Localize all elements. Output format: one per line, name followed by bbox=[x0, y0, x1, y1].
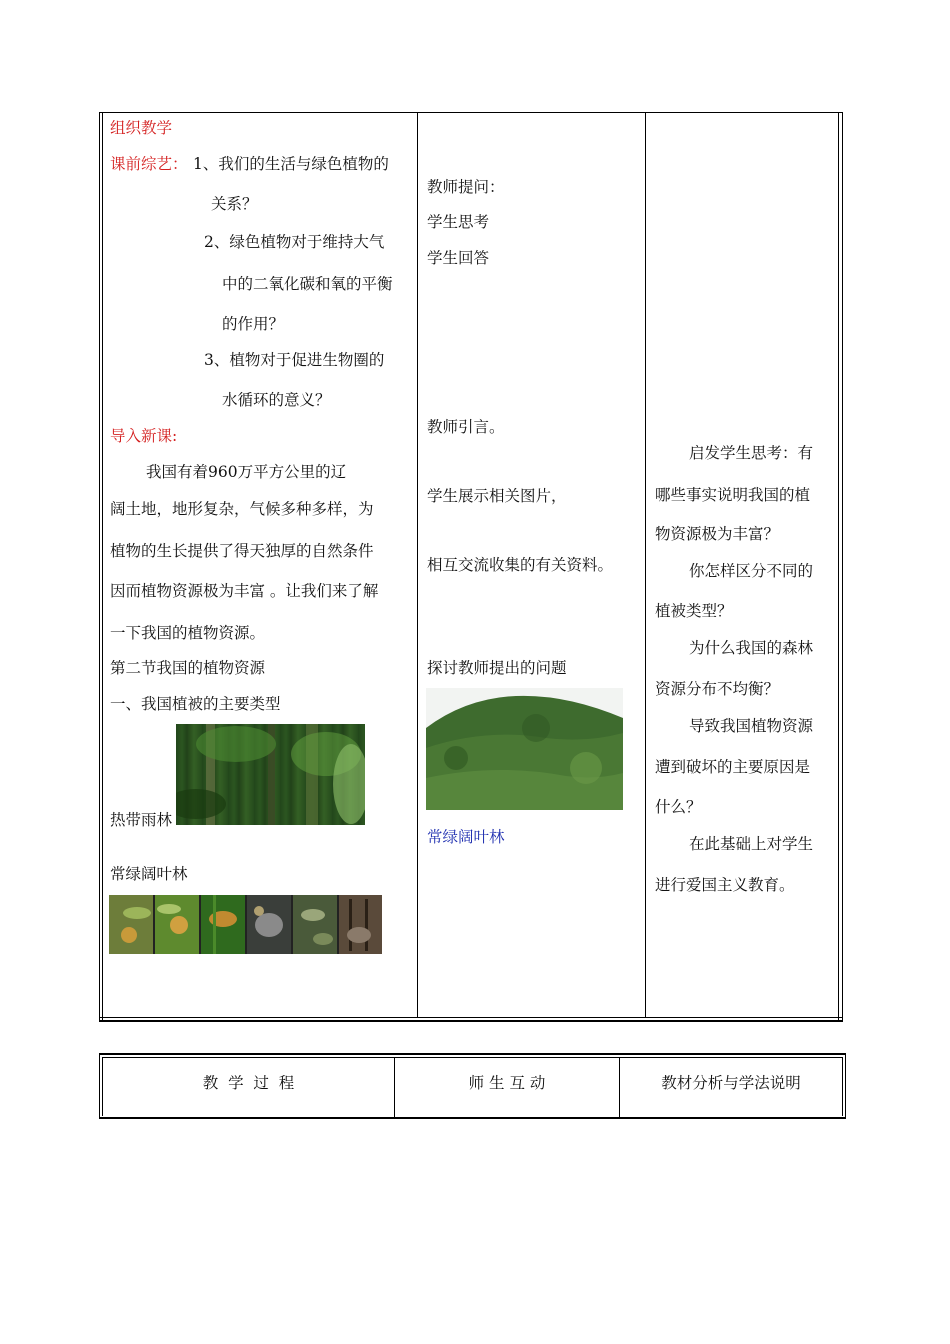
exchange-materials-label: 相互交流收集的有关资料。 bbox=[427, 556, 614, 574]
header-table-right-border-outer bbox=[845, 1053, 846, 1119]
notes-line-11: 在此基础上对学生 bbox=[689, 835, 814, 853]
header-table-right-border-inner bbox=[842, 1057, 843, 1116]
table-bottom-border-inner bbox=[100, 1017, 843, 1018]
notes-line-5: 植被类型？ bbox=[655, 602, 733, 620]
notes-line-2: 哪些事实说明我国的植 bbox=[655, 486, 811, 504]
evergreen-forest-photo bbox=[426, 688, 623, 810]
table-right-border-inner bbox=[838, 112, 839, 1020]
review-label: 课前综艺： bbox=[110, 155, 188, 173]
evergreen-forest-caption: 常绿阔叶林 bbox=[427, 828, 505, 846]
evergreen-label: 常绿阔叶林 bbox=[110, 865, 188, 883]
table-right-border-outer bbox=[842, 112, 843, 1022]
question-3-line-2: 水循环的意义？ bbox=[222, 391, 331, 409]
intro-paragraph-line-1: 我国有着960万平方公里的辽 bbox=[146, 463, 347, 481]
intro-paragraph-line-3: 植物的生长提供了得天独厚的自然条件 bbox=[110, 542, 374, 560]
header-material-analysis: 教材分析与学法说明 bbox=[661, 1074, 801, 1092]
table-left-border-inner bbox=[102, 112, 103, 1020]
question-2-line-1: 2、绿色植物对于维持大气 bbox=[204, 233, 385, 251]
question-3-line-1: 3、植物对于促进生物圈的 bbox=[204, 351, 385, 369]
evergreen-photo-strip bbox=[109, 895, 382, 954]
rainforest-photo bbox=[176, 724, 365, 825]
intro-paragraph-line-4: 因而植物资源极为丰富 。让我们来了解 bbox=[110, 582, 379, 600]
notes-line-9: 遭到破坏的主要原因是 bbox=[655, 758, 811, 776]
discuss-questions-label: 探讨教师提出的问题 bbox=[427, 659, 567, 677]
column-divider-1 bbox=[417, 112, 418, 1018]
header-table-top-border-inner bbox=[102, 1057, 843, 1058]
section-title: 第二节我国的植物资源 bbox=[110, 659, 266, 677]
header-table-left-border-outer bbox=[99, 1053, 100, 1119]
intro-paragraph-line-5: 一下我国的植物资源。 bbox=[110, 624, 266, 642]
notes-line-4: 你怎样区分不同的 bbox=[689, 562, 814, 580]
header-teaching-process: 教 学 过 程 bbox=[202, 1074, 295, 1092]
table-left-border-outer bbox=[99, 112, 100, 1022]
subsection-title: 一、我国植被的主要类型 bbox=[110, 695, 281, 713]
table-top-border bbox=[100, 112, 843, 113]
question-1-line-1: 1、我们的生活与绿色植物的 bbox=[193, 155, 389, 173]
student-answer-label: 学生回答 bbox=[427, 249, 490, 267]
question-1-line-2: 关系？ bbox=[211, 195, 258, 213]
header-table-bottom-border bbox=[99, 1117, 846, 1119]
question-2-line-2: 中的二氧化碳和氧的平衡 bbox=[222, 275, 393, 293]
table-bottom-border-outer bbox=[99, 1020, 843, 1022]
notes-line-3: 物资源极为丰富？ bbox=[655, 525, 780, 543]
intro-paragraph-line-2: 阔土地，地形复杂，气候多种多样，为 bbox=[110, 500, 374, 518]
notes-line-6: 为什么我国的森林 bbox=[689, 639, 814, 657]
organize-teaching-label: 组织教学 bbox=[110, 119, 173, 137]
header-table-top-border-outer bbox=[99, 1053, 846, 1055]
question-2-line-3: 的作用？ bbox=[222, 315, 285, 333]
header-teacher-student-interaction: 师 生 互 动 bbox=[468, 1074, 546, 1092]
teacher-intro-label: 教师引言。 bbox=[427, 418, 505, 436]
student-think-label: 学生思考 bbox=[427, 213, 490, 231]
notes-line-8: 导致我国植物资源 bbox=[689, 717, 814, 735]
notes-line-7: 资源分布不均衡？ bbox=[655, 680, 780, 698]
student-show-pictures-label: 学生展示相关图片， bbox=[427, 487, 567, 505]
notes-line-12: 进行爱国主义教育。 bbox=[655, 876, 795, 894]
column-divider-2 bbox=[645, 112, 646, 1018]
intro-label: 导入新课: bbox=[110, 427, 178, 445]
notes-line-1: 启发学生思考：有 bbox=[689, 444, 814, 462]
notes-line-10: 什么？ bbox=[655, 798, 702, 816]
rainforest-label: 热带雨林 bbox=[110, 811, 173, 829]
teacher-question-label: 教师提问： bbox=[427, 178, 505, 196]
